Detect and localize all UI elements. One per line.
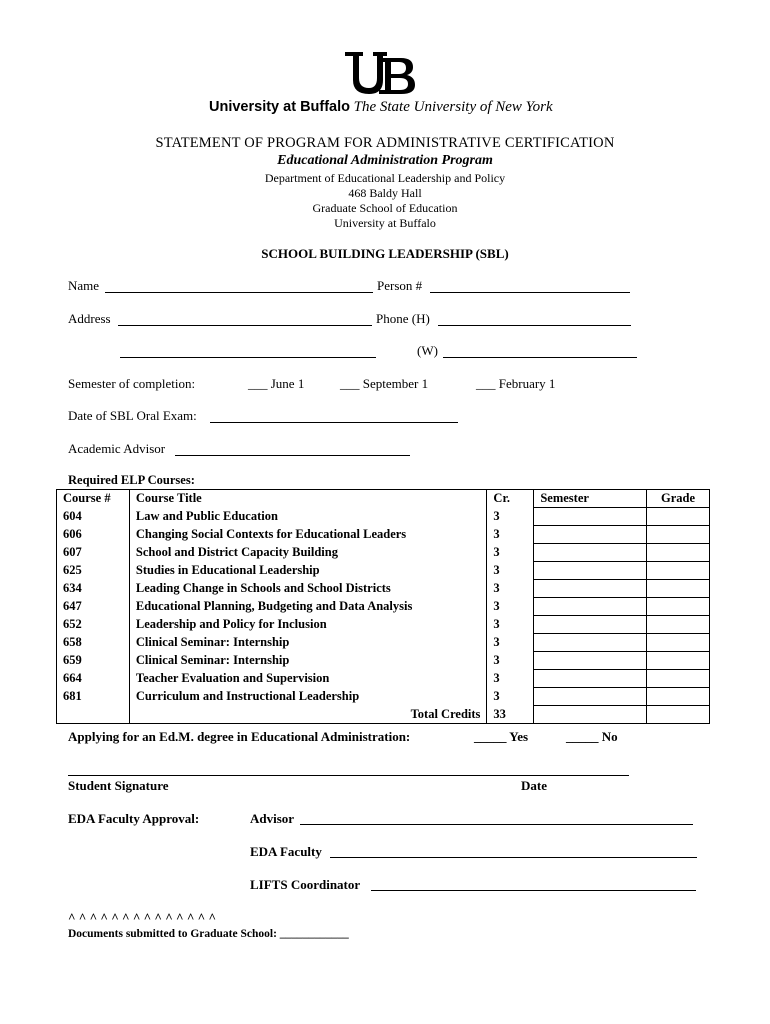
academic-advisor-label: Academic Advisor <box>68 441 166 456</box>
lifts-coordinator-label: LIFTS Coordinator <box>250 877 361 892</box>
course-credits: 3 <box>487 508 534 526</box>
table-row <box>57 580 710 598</box>
grade-cell[interactable] <box>647 688 710 706</box>
course-title: Clinical Seminar: Internship <box>129 652 487 670</box>
semester-cell[interactable] <box>534 598 647 616</box>
course-title: Leading Change in Schools and School Districts <box>129 580 487 598</box>
semester-option-june[interactable]: ___ June 1 <box>248 376 305 391</box>
table-row <box>57 652 710 670</box>
course-credits: 3 <box>487 688 534 706</box>
degree-question: Applying for an Ed.M. degree in Educational Administration: <box>68 729 411 744</box>
address-line: Department of Educational Leadership and Policy <box>264 171 506 185</box>
grade-cell[interactable] <box>647 634 710 652</box>
table-row <box>57 562 710 580</box>
course-credits: 3 <box>487 670 534 688</box>
course-number: 658 <box>57 634 130 652</box>
semester-cell[interactable] <box>534 526 647 544</box>
eda-faculty-label: EDA Faculty <box>250 844 322 859</box>
total-grade-spacer <box>647 706 710 724</box>
documents-submitted-label: Documents submitted to Graduate School: ____________ <box>68 928 349 940</box>
column-header-semester: Semester <box>534 490 647 508</box>
grade-cell[interactable] <box>647 652 710 670</box>
faculty-approval-label: EDA Faculty Approval: <box>68 811 200 826</box>
student-signature-field[interactable] <box>68 775 629 776</box>
semester-option-september[interactable]: ___ September 1 <box>340 376 429 391</box>
person-number-field[interactable] <box>430 292 630 293</box>
course-credits: 3 <box>487 544 534 562</box>
student-signature-label: Student Signature <box>68 778 169 793</box>
eda-faculty-signature-field[interactable] <box>330 857 697 858</box>
course-number: 652 <box>57 616 130 634</box>
semester-label: Semester of completion: <box>68 376 196 391</box>
column-header-course-title: Course Title <box>129 490 487 508</box>
course-number: 625 <box>57 562 130 580</box>
table-row <box>57 598 710 616</box>
table-row <box>57 634 710 652</box>
name-field[interactable] <box>105 292 373 293</box>
course-title: Curriculum and Instructional Leadership <box>129 688 487 706</box>
table-row <box>57 526 710 544</box>
semester-cell[interactable] <box>534 562 647 580</box>
course-number: 606 <box>57 526 130 544</box>
address-line: Graduate School of Education <box>312 201 458 215</box>
course-title: Studies in Educational Leadership <box>129 562 487 580</box>
course-title: Clinical Seminar: Internship <box>129 634 487 652</box>
address-field[interactable] <box>118 325 372 326</box>
required-courses-heading: Required ELP Courses: <box>68 473 195 487</box>
course-title: Law and Public Education <box>129 508 487 526</box>
table-header-row <box>57 490 710 508</box>
semester-cell[interactable] <box>534 688 647 706</box>
semester-cell[interactable] <box>534 580 647 598</box>
course-number: 681 <box>57 688 130 706</box>
total-credits-value: 33 <box>487 706 534 724</box>
course-credits: 3 <box>487 598 534 616</box>
logo-suny: The State University of New York <box>353 99 553 115</box>
advisor-signature-label: Advisor <box>250 811 295 826</box>
logo-university: University at Buffalo <box>209 99 350 115</box>
course-number: 634 <box>57 580 130 598</box>
course-number: 659 <box>57 652 130 670</box>
document-title: STATEMENT OF PROGRAM FOR ADMINISTRATIVE CERTIFICATION <box>155 135 615 151</box>
course-title: School and District Capacity Building <box>129 544 487 562</box>
date-label: Date <box>521 778 547 793</box>
phone-work-field[interactable] <box>443 357 637 358</box>
course-credits: 3 <box>487 634 534 652</box>
oral-exam-date-field[interactable] <box>210 422 458 423</box>
grade-cell[interactable] <box>647 508 710 526</box>
column-header-course-number: Course # <box>57 490 130 508</box>
oral-exam-label: Date of SBL Oral Exam: <box>68 408 197 423</box>
course-credits: 3 <box>487 562 534 580</box>
address-field-line2[interactable] <box>120 357 376 358</box>
grade-cell[interactable] <box>647 544 710 562</box>
table-row <box>57 616 710 634</box>
course-number: 604 <box>57 508 130 526</box>
total-semester-spacer <box>534 706 647 724</box>
course-credits: 3 <box>487 652 534 670</box>
course-credits: 3 <box>487 616 534 634</box>
column-header-credits: Cr. <box>487 490 534 508</box>
grade-cell[interactable] <box>647 670 710 688</box>
advisor-signature-field[interactable] <box>300 824 693 825</box>
person-number-label: Person # <box>377 278 423 293</box>
course-title: Leadership and Policy for Inclusion <box>129 616 487 634</box>
table-row <box>57 508 710 526</box>
grade-cell[interactable] <box>647 580 710 598</box>
course-title: Educational Planning, Budgeting and Data Analysis <box>129 598 487 616</box>
address-label: Address <box>68 311 111 326</box>
ub-logo-icon <box>343 50 417 96</box>
address-line: University at Buffalo <box>334 216 436 230</box>
grade-cell[interactable] <box>647 562 710 580</box>
degree-no-option[interactable]: _____ No <box>566 729 618 744</box>
phone-home-field[interactable] <box>438 325 631 326</box>
course-credits: 3 <box>487 580 534 598</box>
course-credits: 3 <box>487 526 534 544</box>
semester-cell[interactable] <box>534 652 647 670</box>
total-credits-label: Total Credits <box>129 706 487 724</box>
semester-cell[interactable] <box>534 634 647 652</box>
course-title: Teacher Evaluation and Supervision <box>129 670 487 688</box>
grade-cell[interactable] <box>647 598 710 616</box>
semester-cell[interactable] <box>534 670 647 688</box>
logo-wordmark <box>209 99 553 116</box>
table-row <box>57 670 710 688</box>
grade-cell[interactable] <box>647 616 710 634</box>
grade-cell[interactable] <box>647 526 710 544</box>
lifts-coordinator-signature-field[interactable] <box>371 890 696 891</box>
semester-cell[interactable] <box>534 544 647 562</box>
table-row <box>57 544 710 562</box>
name-label: Name <box>68 278 100 293</box>
semester-cell[interactable] <box>534 508 647 526</box>
courses-table <box>56 489 710 724</box>
table-row <box>57 688 710 706</box>
total-row <box>57 706 710 724</box>
total-spacer <box>57 706 130 724</box>
column-header-grade: Grade <box>647 490 710 508</box>
caret-divider: ^ ^ ^ ^ ^ ^ ^ ^ ^ ^ ^ ^ ^ ^ <box>68 910 217 925</box>
program-heading: SCHOOL BUILDING LEADERSHIP (SBL) <box>261 246 509 261</box>
address-line: 468 Baldy Hall <box>348 186 422 200</box>
phone-work-label: (W) <box>417 343 438 358</box>
course-number: 664 <box>57 670 130 688</box>
degree-yes-option[interactable]: _____ Yes <box>474 729 529 744</box>
semester-option-february[interactable]: ___ February 1 <box>476 376 556 391</box>
document-subtitle: Educational Administration Program <box>277 153 493 168</box>
course-title: Changing Social Contexts for Educational Leaders <box>129 526 487 544</box>
phone-home-label: Phone (H) <box>376 311 430 326</box>
course-number: 607 <box>57 544 130 562</box>
semester-cell[interactable] <box>534 616 647 634</box>
course-number: 647 <box>57 598 130 616</box>
academic-advisor-field[interactable] <box>175 455 410 456</box>
